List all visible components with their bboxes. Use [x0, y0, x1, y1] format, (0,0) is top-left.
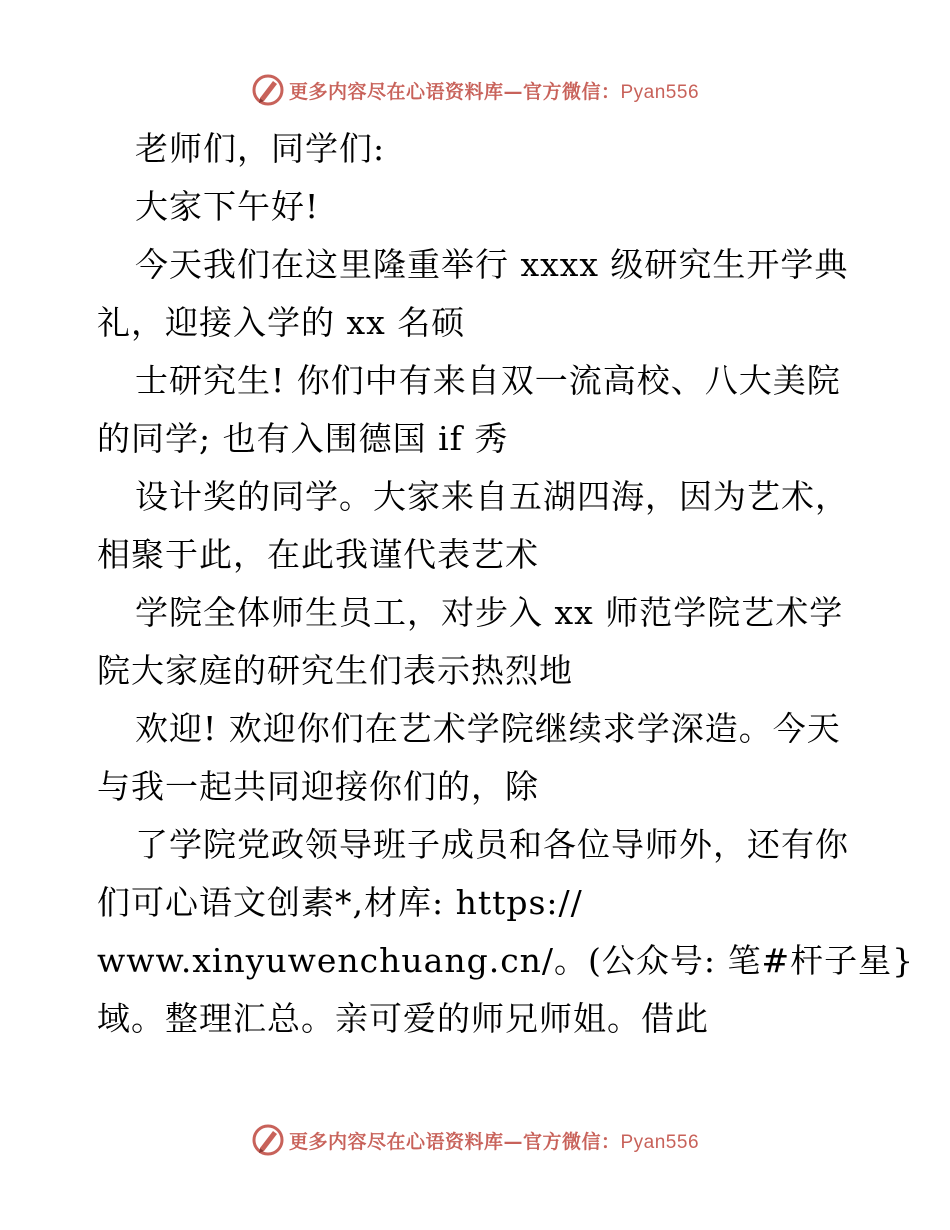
text-line: 的同学; 也有入围德国 if 秀: [97, 419, 509, 458]
header-banner: [0, 70, 950, 110]
banner-text: 更多内容尽在心语资料库—官方微信：Pyan556: [288, 1130, 700, 1153]
banner-wechat-id: Pyan556: [620, 1131, 700, 1153]
text-line: 院大家庭的研究生们表示热烈地: [97, 651, 573, 690]
text-line: www.xinyuwenchuang.cn/。(公众号: 笔#杆子星}: [97, 941, 915, 980]
banner-wechat-id: Pyan556: [620, 81, 700, 103]
text-line: 老师们，同学们:: [135, 129, 386, 168]
banner-text: 更多内容尽在心语资料库—官方微信：Pyan556: [288, 80, 700, 103]
text-line: 欢迎! 欢迎你们在艺术学院继续求学深造。今天: [135, 709, 841, 748]
text-line: 礼，迎接入学的 xx 名硕: [97, 303, 466, 342]
text-line: 们可心语文创素*,材库: https://: [97, 883, 583, 922]
text-line: 士研究生! 你们中有来自双一流高校、八大美院: [135, 361, 841, 400]
text-line: 今天我们在这里隆重举行 xxxx 级研究生开学典: [135, 245, 849, 284]
pen-logo-icon: [251, 1123, 285, 1157]
footer-banner: [0, 1120, 950, 1160]
document-body: [97, 120, 915, 1048]
pen-logo-icon: [251, 73, 285, 107]
text-line: 学院全体师生员工，对步入 xx 师范学院艺术学: [135, 593, 844, 632]
text-line: 与我一起共同迎接你们的，除: [97, 767, 539, 806]
text-line: 域。整理汇总。亲可爱的师兄师姐。借此: [97, 999, 709, 1038]
text-line: 设计奖的同学。大家来自五湖四海，因为艺术，: [135, 477, 849, 516]
text-line: 了学院党政领导班子成员和各位导师外，还有你: [135, 825, 849, 864]
text-line: 大家下午好!: [135, 187, 320, 226]
text-line: 相聚于此，在此我谨代表艺术: [97, 535, 539, 574]
